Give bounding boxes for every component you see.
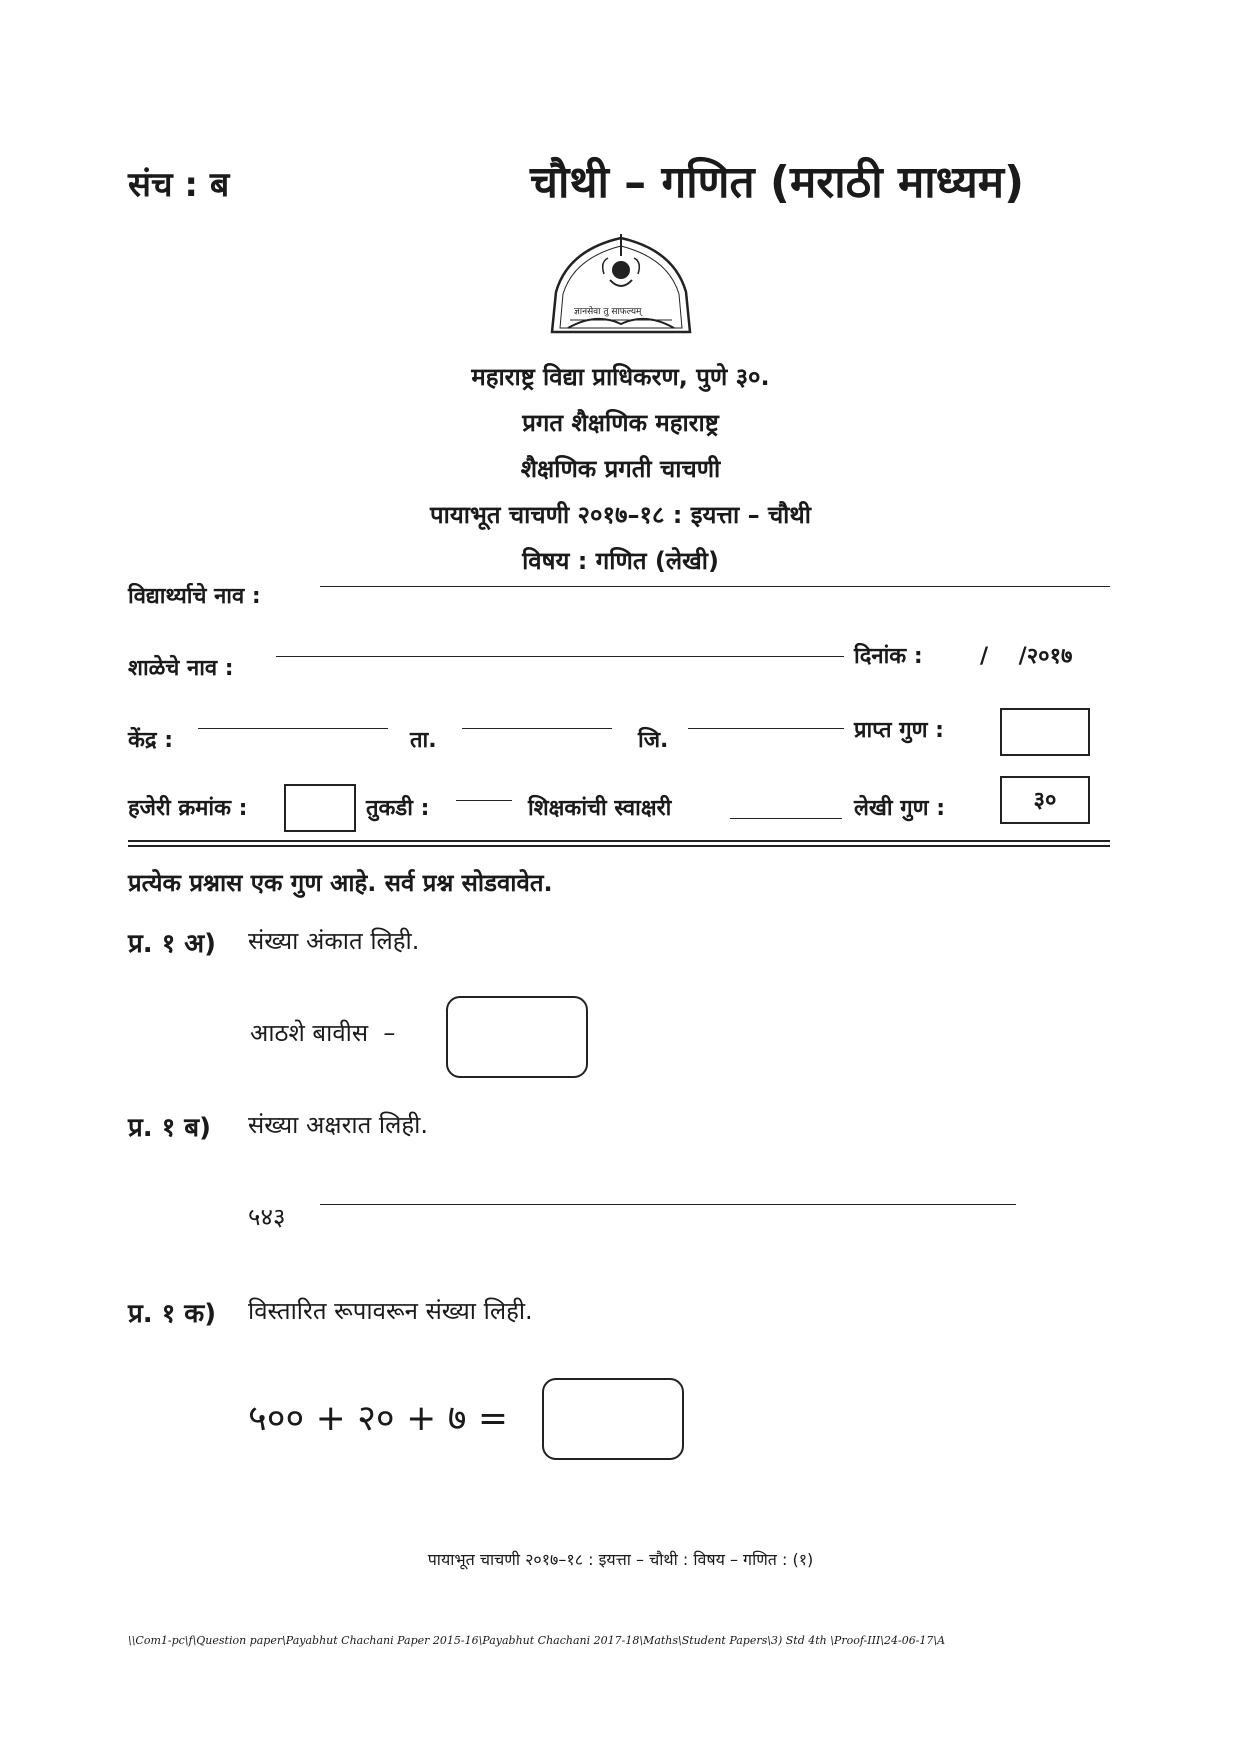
teacher-sign-field[interactable] (730, 818, 842, 819)
marks-obtained-box[interactable] (1000, 708, 1090, 756)
org-line-4: पायाभूत चाचणी २०१७–१८ : इयत्ता – चौथी (430, 501, 811, 529)
org-line-2: प्रगत शैक्षणिक महाराष्ट्र (522, 409, 719, 437)
answer-box-1c[interactable] (542, 1378, 684, 1460)
org-line-1: महाराष्ट्र विद्या प्राधिकरण, पुणे ३०. (471, 363, 770, 391)
district-label: जि. (638, 728, 669, 753)
question-1c-text: विस्तारित रूपावरून संख्या लिही. (248, 1297, 533, 1325)
question-1b-number: प्र. १ ब) (128, 1113, 212, 1143)
written-marks-value: ३० (1033, 788, 1057, 813)
footer-file-path: \\Com1-pc\f\Question paper\Payabhut Chachani Paper 2015-16\Payabhut Chachani 2017-18\Maths\Student Papers\3) Std 4th \Proof-III\24-06-17\A (128, 1634, 946, 1647)
question-1b-text: संख्या अक्षरात लिही. (248, 1111, 428, 1139)
teacher-sign-label: शिक्षकांची स्वाक्षरी (528, 796, 672, 821)
set-label: संच : ब (128, 165, 230, 205)
section-divider (128, 840, 1110, 842)
marks-obtained-label: प्राप्त गुण : (854, 718, 944, 743)
question-1a-number: प्र. १ अ) (128, 929, 217, 959)
division-field[interactable] (456, 800, 512, 801)
school-name-label: शाळेचे नाव : (128, 656, 234, 681)
date-label: दिनांक : (854, 644, 923, 669)
written-marks-label: लेखी गुण : (854, 796, 946, 821)
page-title: चौथी – गणित (मराठी माध्यम) (530, 157, 1025, 208)
taluka-label: ता. (410, 728, 437, 753)
section-divider-2 (128, 845, 1110, 847)
student-name-label: विद्यार्थ्याचे नाव : (128, 584, 261, 609)
roll-no-label: हजेरी क्रमांक : (128, 796, 248, 821)
question-1a-text: संख्या अंकात लिही. (248, 927, 420, 955)
date-value[interactable]: / /२०१७ (980, 644, 1073, 669)
question-1c-prompt: ५०० + २० + ७ = (248, 1398, 509, 1439)
division-label: तुकडी : (366, 796, 430, 821)
question-1c-number: प्र. १ क) (128, 1299, 217, 1329)
answer-line-1b[interactable] (320, 1204, 1016, 1205)
instructions: प्रत्येक प्रश्नास एक गुण आहे. सर्व प्रश्न सोडवावेत. (128, 869, 553, 897)
footer-page-info: पायाभूत चाचणी २०१७–१८ : इयत्ता – चौथी : विषय – गणित : (१) (427, 1550, 814, 1569)
org-line-5: विषय : गणित (लेखी) (522, 547, 719, 575)
taluka-field[interactable] (462, 728, 612, 729)
roll-no-box[interactable] (284, 784, 356, 832)
emblem-logo (548, 232, 694, 344)
question-1a-prompt: आठशे बावीस – (250, 1019, 396, 1047)
student-name-field[interactable] (320, 586, 1110, 587)
emblem-motto: ज्ञानसेवा तु साफल्यम् (574, 307, 642, 317)
org-line-3: शैक्षणिक प्रगती चाचणी (520, 455, 721, 483)
answer-box-1a[interactable] (446, 996, 588, 1078)
centre-label: केंद्र : (128, 728, 174, 753)
district-field[interactable] (688, 728, 844, 729)
school-name-field[interactable] (276, 656, 844, 657)
question-1b-prompt: ५४३ (248, 1203, 286, 1231)
centre-field[interactable] (198, 728, 388, 729)
